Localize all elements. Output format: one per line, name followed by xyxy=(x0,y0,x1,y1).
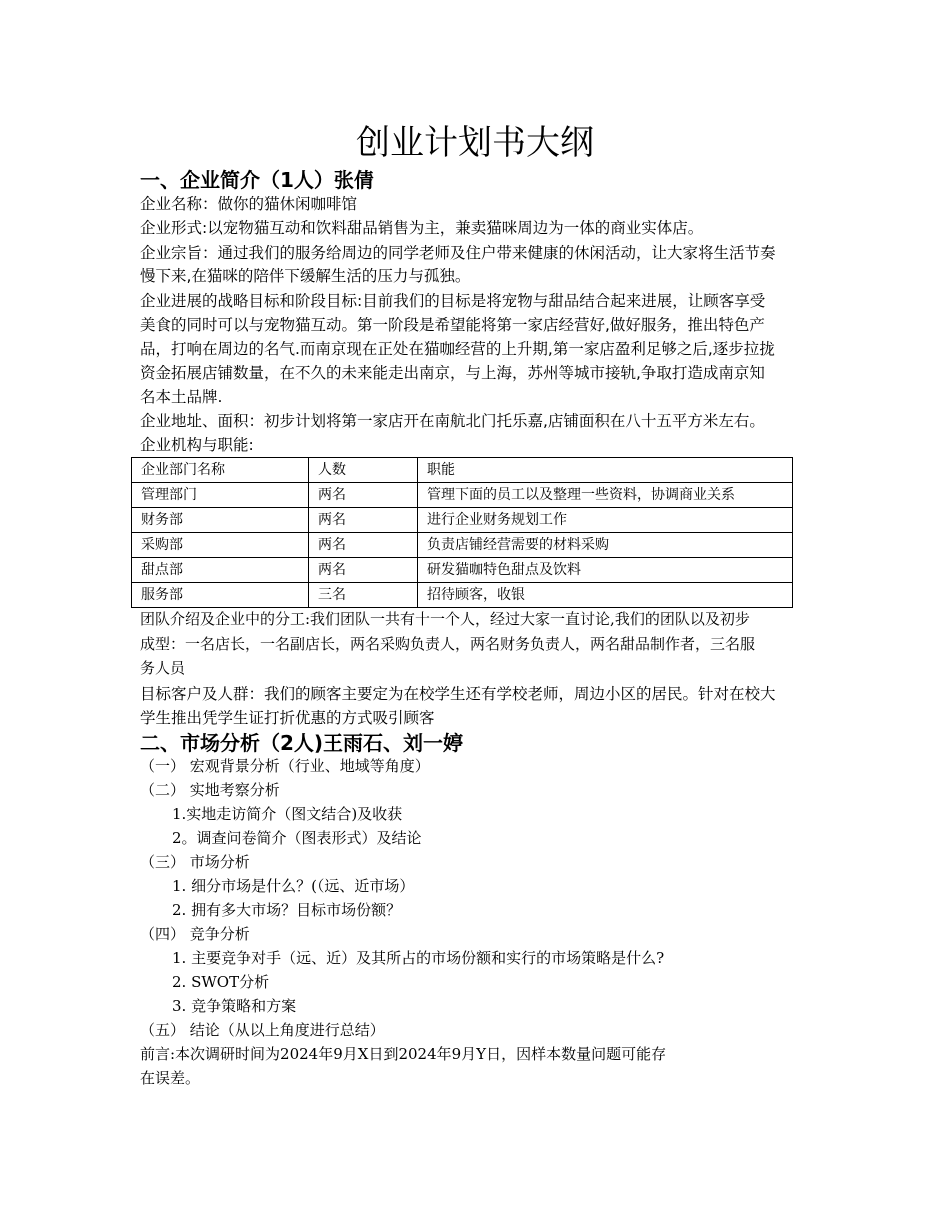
table-header-cell: 企业部门名称 xyxy=(132,458,309,483)
table-cell: 两名 xyxy=(309,483,418,508)
table-cell: 三名 xyxy=(309,583,418,608)
outline-item: 1.实地走访简介（图文结合)及收获 xyxy=(172,805,403,823)
team-line-3: 务人员 xyxy=(140,659,186,677)
section-2-heading: 二、市场分析（2人)王雨石、刘一婷 xyxy=(140,731,464,755)
table-row xyxy=(132,508,793,533)
strategy-line-3: 品，打响在周边的名气.而南京现在正处在猫咖经营的上升期,第一家店盈利足够之后,逐步拉拢 xyxy=(140,340,775,358)
outline-item: 2。调查问卷简介（图表形式）及结论 xyxy=(172,829,422,847)
document-title: 创业计划书大纲 xyxy=(356,123,594,163)
team-line-2: 成型：一名店长，一名副店长，两名采购负责人，两名财务负责人，两名甜品制作者，三名服 xyxy=(140,635,756,653)
target-line-2: 学生推出凭学生证打折优惠的方式吸引顾客 xyxy=(140,709,435,727)
strategy-line-1: 企业进展的战略目标和阶段目标:目前我们的目标是将宠物与甜品结合起来进展，让顾客享受 xyxy=(140,292,766,310)
table-cell: 采购部 xyxy=(132,533,309,558)
table-cell: 两名 xyxy=(309,508,418,533)
table-header-cell: 人数 xyxy=(309,458,418,483)
outline-item: （一） 宏观背景分析（行业、地域等角度） xyxy=(140,757,430,775)
table-row xyxy=(132,533,793,558)
strategy-line-4: 资金拓展店铺数量，在不久的未来能走出南京，与上海，苏州等城市接轨,争取打造成南京知 xyxy=(140,364,765,382)
table-cell: 管理部门 xyxy=(132,483,309,508)
outline-item: 1. 主要竞争对手（远、近）及其所占的市场份额和实行的市场策略是什么? xyxy=(172,949,665,967)
table-row xyxy=(132,583,793,608)
team-line-1: 团队介绍及企业中的分工:我们团队一共有十一个人，经过大家一直讨论,我们的团队以及初步 xyxy=(140,610,750,628)
org-label: 企业机构与职能: xyxy=(140,436,254,454)
preface-line-2: 在误差。 xyxy=(140,1069,201,1087)
outline-item: 2. 拥有多大市场？目标市场份额？ xyxy=(172,901,402,919)
outline-item: （五） 结论（从以上角度进行总结） xyxy=(140,1021,385,1039)
table-cell: 进行企业财务规划工作 xyxy=(418,508,793,533)
table-header-row xyxy=(132,458,793,483)
org-table xyxy=(131,457,793,608)
company-form: 企业形式:以宠物猫互动和饮料甜品销售为主，兼卖猫咪周边为一体的商业实体店。 xyxy=(140,219,704,237)
outline-item: 3. 竞争策略和方案 xyxy=(172,997,297,1015)
company-mission-line-2: 慢下来,在猫咪的陪伴下缓解生活的压力与孤独。 xyxy=(140,267,471,285)
outline-item: （四） 竞争分析 xyxy=(140,925,250,943)
company-name: 企业名称：做你的猫休闲咖啡馆 xyxy=(140,195,358,213)
table-cell: 服务部 xyxy=(132,583,309,608)
table-cell: 财务部 xyxy=(132,508,309,533)
table-cell: 招待顾客，收银 xyxy=(418,583,793,608)
outline-item: （三） 市场分析 xyxy=(140,853,250,871)
company-address: 企业地址、面积：初步计划将第一家店开在南航北门托乐嘉,店铺面积在八十五平方米左右。 xyxy=(140,412,765,430)
table-cell: 研发猫咖特色甜点及饮料 xyxy=(418,558,793,583)
strategy-line-2: 美食的同时可以与宠物猫互动。第一阶段是希望能将第一家店经营好,做好服务，推出特色产 xyxy=(140,316,765,334)
section-1-heading: 一、企业简介（1人）张倩 xyxy=(140,168,374,192)
table-cell: 两名 xyxy=(309,533,418,558)
table-cell: 甜点部 xyxy=(132,558,309,583)
table-row xyxy=(132,483,793,508)
outline-item: （二） 实地考察分析 xyxy=(140,781,280,799)
strategy-line-5: 名本土品牌. xyxy=(140,388,223,406)
preface-line-1: 前言:本次调研时间为2024年9月X日到2024年9月Y日，因样本数量问题可能存 xyxy=(140,1045,667,1063)
table-cell: 管理下面的员工以及整理一些资料，协调商业关系 xyxy=(418,483,793,508)
table-header-cell: 职能 xyxy=(418,458,793,483)
table-cell: 两名 xyxy=(309,558,418,583)
outline-item: 2. SWOT分析 xyxy=(172,973,270,991)
company-mission-line-1: 企业宗旨：通过我们的服务给周边的同学老师及住户带来健康的休闲活动，让大家将生活节奏 xyxy=(140,244,776,262)
outline-item: 1. 细分市场是什么？(（远、近市场） xyxy=(172,877,415,895)
table-row xyxy=(132,558,793,583)
table-cell: 负责店铺经营需要的材料采购 xyxy=(418,533,793,558)
target-line-1: 目标客户及人群：我们的顾客主要定为在校学生还有学校老师，周边小区的居民。针对在校大 xyxy=(140,685,776,703)
